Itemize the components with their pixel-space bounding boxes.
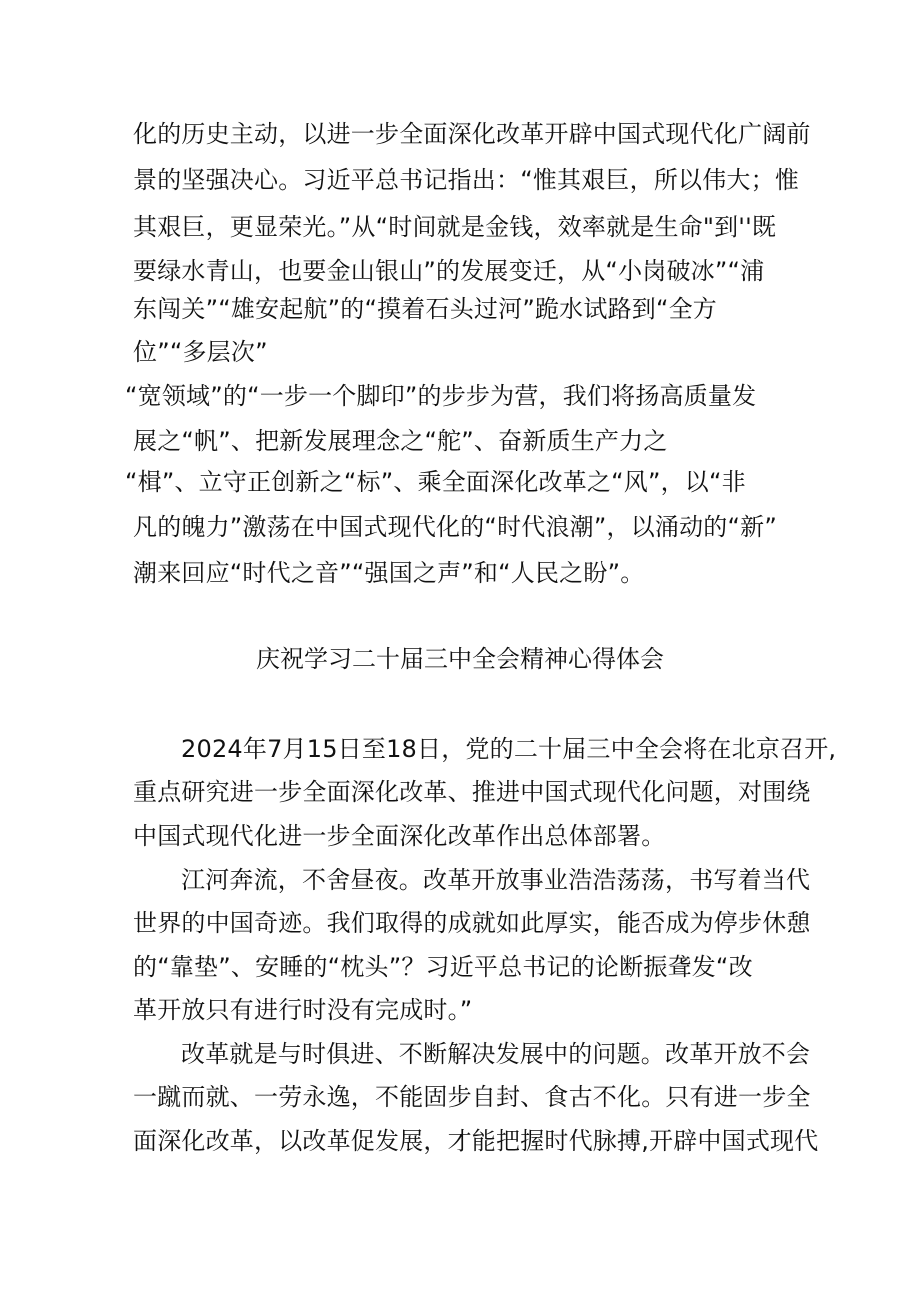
paragraph-line: 一蹴而就、一劳永逸，不能固步自封、食古不化。只有进一步全 — [133, 1083, 811, 1111]
paragraph-line: 2024年7月15日至18日，党的二十届三中全会将在北京召开, — [181, 735, 837, 763]
paragraph-line: 面深化改革，以改革促发展，才能把握时代脉搏,开辟中国式现代 — [133, 1127, 819, 1155]
text-line: 凡的魄力”激荡在中国式现代化的“时代浪潮”，以涌动的“新” — [133, 513, 777, 541]
text-line: 位”“多层次” — [133, 338, 268, 366]
paragraph-line: 世界的中国奇迹。我们取得的成就如此厚实，能否成为停步休憩 — [133, 909, 811, 937]
text-line: 景的坚强决心。习近平总书记指出：“惟其艰巨，所以伟大；惟 — [133, 166, 800, 194]
paragraph-line: 的“靠垫”、安睡的“枕头”？习近平总书记的论断振聋发“改 — [133, 953, 753, 981]
paragraph-line: 重点研究进一步全面深化改革、推进中国式现代化问题，对围绕 — [133, 778, 811, 806]
text-line: 展之“帆”、把新发展理念之“舵”、奋新质生产力之 — [133, 427, 668, 455]
text-line: 其艰巨，更显荣光。”从“时间就是金钱，效率就是生命"到''既 — [133, 213, 777, 241]
paragraph-line: 江河奔流，不舍昼夜。改革开放事业浩浩荡荡，书写着当代 — [181, 866, 811, 894]
text-line: 化的历史主动，以进一步全面深化改革开辟中国式现代化广阔前 — [133, 120, 811, 148]
text-line: 潮来回应“时代之音”“强国之声”和“人民之盼”。 — [133, 559, 645, 587]
section-title: 庆祝学习二十届三中全会精神心得体会 — [256, 645, 664, 673]
text-line: 东闯关”“雄安起航”的“摸着石头过河”跪水试路到“全方 — [133, 295, 717, 323]
text-line: “宽领域”的“一步一个脚印”的步步为营，我们将扬高质量发 — [125, 382, 757, 410]
text-line: 要绿水青山，也要金山银山”的发展变迁，从“小岗破冰”“浦 — [133, 257, 765, 285]
text-line: “楫”、立守正创新之“标”、乘全面深化改革之“风”，以“非 — [125, 468, 746, 496]
paragraph-line: 中国式现代化进一步全面深化改革作出总体部署。 — [133, 822, 666, 850]
paragraph-line: 改革就是与时俱进、不断解决发展中的问题。改革开放不会 — [181, 1040, 811, 1068]
paragraph-line: 革开放只有进行时没有完成时。” — [133, 996, 473, 1024]
